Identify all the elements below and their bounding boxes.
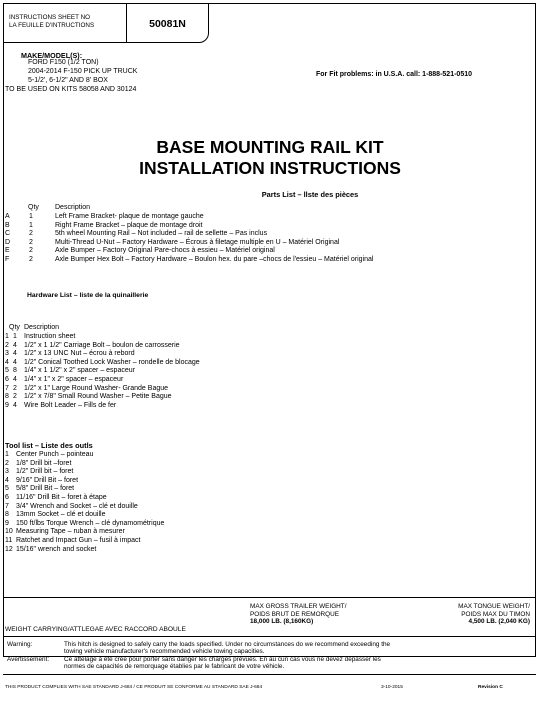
part-qty: 2 bbox=[29, 230, 33, 237]
tool-description: 11/16" Drill Bit – foret à étape bbox=[16, 494, 107, 501]
part-qty: 2 bbox=[29, 238, 33, 246]
tool-number: 4 bbox=[5, 476, 9, 484]
hardware-number: 9 bbox=[5, 401, 9, 409]
hardware-description: 1/2" x 13 UNC Nut – écrou à rebord bbox=[24, 350, 135, 358]
part-qty: 2 bbox=[29, 255, 33, 263]
tool-description: Measuring Tape – ruban à mesurer bbox=[16, 528, 125, 536]
warning-text-fr-line: normes de capacités de remorquage établies par le fabricant de votre véhicle. bbox=[64, 663, 285, 670]
tool-description: 1/2" Drill bit – foret bbox=[16, 468, 74, 476]
make-model-title: MAKE/MODEL(S): bbox=[21, 51, 83, 60]
warning-text-line: towing vehicle manufacturer's recommended vehicle towing capacities. bbox=[64, 648, 265, 655]
tool-number: 11 bbox=[5, 537, 13, 544]
weight-carrying-label: WEIGHT CARRYING/ATTLEGAE AVEC RACCORD ABOULE bbox=[5, 626, 186, 633]
hardware-description: 1/2" x 1" Large Round Washer- Grande Bague bbox=[24, 384, 169, 392]
tool-number: 10 bbox=[5, 528, 13, 536]
qty-header: Qty bbox=[28, 204, 39, 211]
part-letter: C bbox=[5, 230, 11, 237]
parts-list-heading: Parts List – llste des pièces bbox=[261, 190, 359, 199]
tool-description: Center Punch – pointeau bbox=[16, 451, 94, 458]
tool-number: 7 bbox=[5, 502, 9, 510]
hardware-description: Wire Bolt Leader – Fills de fer bbox=[24, 401, 117, 409]
tool-description: 150 ft/lbs Torque Wrench – clé dynamométrique bbox=[16, 519, 165, 527]
make-model-line: FORD F150 (1/2 TON) bbox=[28, 59, 99, 66]
part-letter: F bbox=[5, 255, 10, 263]
tool-number: 2 bbox=[5, 459, 9, 467]
section-divider bbox=[3, 674, 536, 675]
hardware-number: 8 bbox=[5, 393, 9, 401]
description-header: Description bbox=[24, 324, 60, 331]
hardware-qty: 1 bbox=[13, 333, 17, 340]
make-model-line: 2004-2014 F-150 PICK UP TRUCK bbox=[28, 68, 138, 75]
hardware-description: 1/4" x 1 1/2" x 2" spacer – espaceur bbox=[24, 367, 135, 375]
tongue-weight-label bbox=[458, 603, 530, 626]
hardware-qty: 4 bbox=[13, 350, 17, 358]
gross-weight-label bbox=[250, 603, 346, 626]
part-qty: 1 bbox=[29, 213, 33, 220]
warning-text-fr-line: Ce attelage à été crée pour porter sans danger les charges prévues. En au cun cas vous ne devez dépasser les bbox=[64, 656, 381, 663]
hardware-list-header bbox=[0, 324, 540, 333]
tool-description: Ratchet and Impact Gun – fusil à impact bbox=[16, 537, 141, 544]
tongue-weight-label-line: MAX TONGUE WEIGHT/ bbox=[458, 603, 530, 610]
hardware-qty: 4 bbox=[13, 401, 17, 409]
hardware-number: 5 bbox=[5, 367, 9, 375]
hardware-description: 1/2" x 1 1/2" Carriage Bolt – boulon de carrosserie bbox=[24, 341, 180, 349]
hardware-qty: 4 bbox=[13, 358, 17, 366]
hardware-description: 1/2" x 7/8" Small Round Washer – Petite Bague bbox=[24, 393, 172, 401]
part-description: 5th wheel Mounting Rail – Not included – rail de sellette – Pas inclus bbox=[55, 230, 268, 237]
sheet-label-line: INSTRUCTIONS SHEET NO bbox=[9, 14, 91, 21]
warning-label: Warning: bbox=[7, 641, 33, 648]
tool-number: 8 bbox=[5, 511, 9, 519]
hardware-description: Instruction sheet bbox=[24, 333, 76, 340]
hardware-number: 7 bbox=[5, 384, 9, 392]
fit-problems-phone: For Fit problems: in U.S.A. call: 1-888-521-0510 bbox=[316, 71, 472, 78]
hardware-qty: 4 bbox=[13, 376, 17, 383]
gross-weight-value: 18,000 LB. (8,160KG) bbox=[250, 618, 314, 626]
warning-text-line: This hitch is designed to safely carry the loads specified. Under no circumstances do we recommend exceeding the bbox=[64, 641, 391, 648]
tool-number: 9 bbox=[5, 519, 9, 527]
hardware-number: 6 bbox=[5, 376, 9, 383]
parts-list-header bbox=[0, 204, 540, 213]
hardware-number: 3 bbox=[5, 350, 9, 358]
hardware-list-row bbox=[0, 402, 540, 411]
tongue-weight-label-line: POIDS MAX DU TIMON bbox=[461, 610, 530, 618]
sheet-label-line: LA FEUILLE D'INTRUCTIONS bbox=[9, 22, 95, 29]
tool-number: 3 bbox=[5, 468, 9, 476]
sheet-number: 50081N bbox=[149, 18, 186, 30]
qty-header: Qty bbox=[9, 324, 20, 331]
tool-description: 15/16" wrench and socket bbox=[16, 545, 97, 553]
parts-list-row bbox=[0, 256, 540, 265]
tool-number: 5 bbox=[5, 485, 9, 493]
page-title-line2: INSTALLATION INSTRUCTIONS bbox=[139, 158, 401, 178]
compliance-statement: THIS PRODUCT COMPLIES WITH SAE STANDARD J-684 / CE PRODUIT SE CONFORME AU STANDARD SAE J-684 bbox=[5, 685, 263, 690]
revision-date: 3-10-2015 bbox=[381, 685, 403, 690]
revision-label: Revision C bbox=[478, 685, 503, 690]
part-qty: 2 bbox=[29, 247, 33, 254]
sheet-label bbox=[9, 14, 94, 30]
part-letter: E bbox=[5, 247, 10, 254]
part-qty: 1 bbox=[29, 221, 33, 229]
tool-number: 1 bbox=[5, 451, 9, 458]
hardware-list-heading: Hardware List – liste de la quinaillerie bbox=[27, 292, 149, 299]
part-description: Axle Bumper Hex Bolt – Factory Hardware – Boulon hex. du pare –chocs de l'essieu – Matériel original bbox=[55, 255, 374, 263]
tool-list-row bbox=[0, 546, 540, 555]
tool-description: 5/8" Drill Bit – foret bbox=[16, 485, 75, 493]
part-description: Left Frame Bracket- plaque de montage gauche bbox=[55, 213, 204, 220]
tool-description: 3/4" Wrench and Socket – clé et douille bbox=[16, 502, 138, 510]
part-description: Right Frame Bracket – plaque de montage droit bbox=[55, 221, 203, 229]
gross-weight-label-line: MAX GROSS TRAILER WEIGHT/ bbox=[250, 603, 347, 610]
part-description: Axle Bumper – Factory Original Pare-chocs à essieu – Matériel original bbox=[55, 247, 275, 254]
tool-number: 12 bbox=[5, 545, 13, 553]
warning-label-fr: Avertissement: bbox=[7, 656, 50, 663]
tool-description: 13mm Socket – clé et douille bbox=[16, 511, 106, 519]
hardware-description: 1/4" x 1" x 2" spacer – espaceur bbox=[24, 376, 124, 383]
hardware-qty: 8 bbox=[13, 367, 17, 375]
hardware-number: 2 bbox=[5, 341, 9, 349]
tongue-weight-value: 4,500 LB. (2,040 KG) bbox=[468, 618, 530, 626]
page-title-line1: BASE MOUNTING RAIL KIT bbox=[156, 137, 384, 157]
make-model-line: TO BE USED ON KITS 58058 AND 30124 bbox=[5, 86, 137, 93]
tool-number: 6 bbox=[5, 494, 9, 501]
section-divider bbox=[3, 636, 536, 637]
tool-list-heading: Tool list – Liste des outls bbox=[5, 441, 93, 450]
hardware-qty: 2 bbox=[13, 384, 17, 392]
part-letter: B bbox=[5, 221, 10, 229]
part-letter: D bbox=[5, 238, 11, 246]
hardware-qty: 2 bbox=[13, 393, 17, 401]
section-divider bbox=[3, 597, 536, 598]
hardware-number: 4 bbox=[5, 358, 9, 366]
part-description: Multi-Thread U-Nut – Factory Hardware – Écrous à filetage multiple en U – Matériel Original bbox=[55, 238, 340, 246]
description-header: Description bbox=[55, 204, 91, 211]
tool-description: 9/16" Drill Bit – foret bbox=[16, 476, 79, 484]
part-letter: A bbox=[5, 213, 10, 220]
gross-weight-label-line: POIDS BRUT DE REMORQUE bbox=[250, 610, 340, 618]
make-model-line: 5-1/2', 6-1/2" AND 8' BOX bbox=[28, 77, 108, 84]
hardware-number: 1 bbox=[5, 333, 9, 340]
hardware-qty: 4 bbox=[13, 341, 17, 349]
hardware-description: 1/2" Conical Toothed Lock Washer – rondelle de blocage bbox=[24, 358, 200, 366]
tool-description: 1/8" Drill bit –foret bbox=[16, 459, 72, 467]
